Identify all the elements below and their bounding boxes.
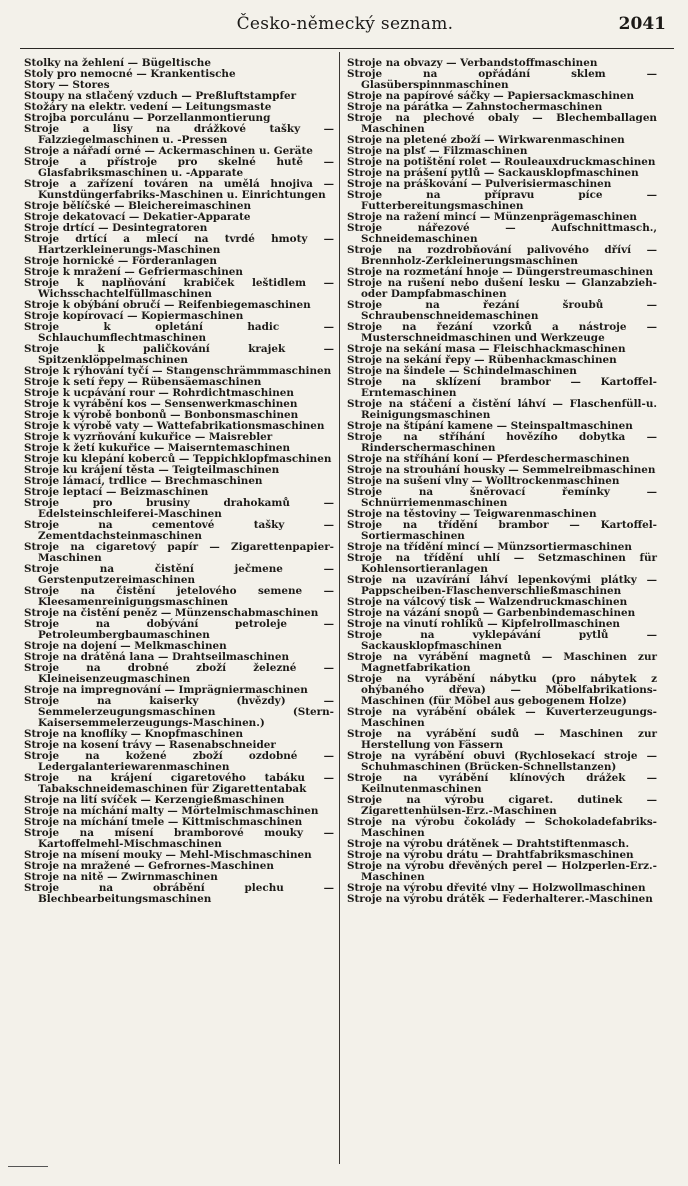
entry-text: Stroje na přípravu píce — Futterbereitungsmaschinen — [347, 189, 657, 212]
entry-text: Stroje na rozmetání hnoje — Düngerstreumaschinen — [347, 266, 654, 278]
entry-text: Stoupy na stlačený vzduch — Preßluftstampfer — [24, 90, 297, 102]
entry-text: Stroje na mísení bramborové mouky — Kartoffelmehl-Mischmaschinen — [24, 827, 334, 850]
footer-mark — [8, 1166, 48, 1167]
entry-text: Stroje k výrobě vaty — Wattefabrikationsmaschinen — [24, 420, 325, 432]
entry-text: Stroje na drátěná lana — Drahtseilmaschinen — [24, 651, 290, 663]
entry-text: Stroje na vyklepávání pytlů — Sackausklopfmaschinen — [347, 629, 657, 652]
dictionary-entry — [347, 300, 657, 322]
page-header — [20, 10, 670, 40]
entry-text: Stroje a přístroje pro skelné hutě — Glasfabriksmaschinen u. -Apparate — [24, 156, 334, 179]
entry-text: Stroje na cementové tašky — Zementdachsteinmaschinen — [24, 519, 334, 542]
dictionary-entry — [347, 520, 657, 542]
entry-text: Stroje na obrábění plechu — Blechbearbeitungsmaschinen — [24, 882, 334, 905]
entry-text: Stroje k obýbání obručí — Reifenbiegemaschinen — [24, 299, 311, 311]
dictionary-entry — [347, 278, 657, 300]
entry-text: Stroje na ražení mincí — Münzenprägemaschinen — [347, 211, 637, 223]
entry-text: Stroje na opřádání sklem — Glasüberspinnmaschinen — [347, 68, 657, 91]
entry-text: Stroje k ucpávání rour — Rohrdichtmaschinen — [24, 387, 294, 399]
entry-text: Stroje na těstoviny — Teigwarenmaschinen — [347, 508, 597, 520]
entry-text: Stroje k výrobě bonbonů — Bonbonsmaschinen — [24, 409, 299, 421]
entry-text: Stroje na plechové obaly — Blechemballagen Maschinen — [347, 112, 657, 135]
entry-text: Stroje kopírovací — Kopiermaschinen — [24, 310, 244, 322]
entry-text: Stroje ku klepání koberců — Teppichklopfmaschinen — [24, 453, 332, 465]
entry-text: Stroje na stříhání hovězího dobytka — Rinderschermaschinen — [347, 431, 657, 454]
entry-text: Story — Stores — [24, 79, 110, 91]
dictionary-entry — [347, 674, 657, 707]
entry-text: Stroje na výrobu cigaret. dutinek — Zigarettenhülsen-Erz.-Maschinen — [347, 794, 657, 817]
entry-text: Stroje na lití svíček — Kerzengießmaschinen — [24, 794, 285, 806]
page-number: 2041 — [618, 14, 666, 34]
entry-text: Stroje na řezání šroubů — Schraubenschneidemaschinen — [347, 299, 657, 322]
entry-text: Stroje na stáčení a čistění láhví — Flaschenfüll-u. Reinigungsmaschinen — [347, 398, 657, 421]
entry-text: Stroje na míchání malty — Mörtelmischmaschinen — [24, 805, 319, 817]
entry-text: Stroje na dojení — Melkmaschinen — [24, 640, 227, 652]
dictionary-entry — [347, 223, 657, 245]
entry-text: Stroje na impregnování — Imprägniermaschinen — [24, 684, 308, 696]
dictionary-entry — [347, 707, 657, 729]
dictionary-entry — [347, 817, 657, 839]
entry-text: Stroje na mísení mouky — Mehl-Mischmaschinen — [24, 849, 312, 861]
entry-text: Stroje na rušení nebo dušení lesku — Glanzabzieh- oder Dampfabmaschinen — [347, 277, 657, 300]
dictionary-entry — [24, 696, 334, 729]
entry-text: Stroje na vyrábění magnetů — Maschinen zur Magnetfabrikation — [347, 651, 657, 674]
entry-text: Stroje na strouhání housky — Semmelreibmaschinen — [347, 464, 656, 476]
dictionary-entry — [347, 69, 657, 91]
dictionary-entry — [24, 344, 334, 366]
entry-text: Stroje na výrobu drátěnek — Drahtstiftenmasch. — [347, 838, 630, 850]
dictionary-entry — [24, 278, 334, 300]
dictionary-entry — [347, 729, 657, 751]
entry-text: Stroje na válcový tisk — Walzendruckmaschinen — [347, 596, 628, 608]
entry-text: Stolky na žehlení — Bügeltische — [24, 57, 211, 69]
entry-text: Stroje hornické — Förderanlagen — [24, 255, 217, 267]
dictionary-entry — [347, 575, 657, 597]
entry-text: Stroje na třídění uhlí — Setzmaschinen für Kohlensortieranlagen — [347, 552, 657, 575]
entry-text: Stroje na výrobu drátěk — Federhalterer.-Maschinen — [347, 893, 653, 905]
entry-text: Stroje na vyrábění nábytku (pro nábytek z ohýbaného dřeva) — Möbelfabrikations-Maschinen (für Möbel aus gebogenem Holze) — [347, 673, 657, 707]
entry-text: Stroje na sušení vlny — Wolltrockenmaschinen — [347, 475, 620, 487]
entry-text: Stroje na drobné zboží železné — Kleineisenzeugmaschinen — [24, 662, 334, 685]
entry-text: Stroje na sekání masa — Fleischhackmaschinen — [347, 343, 626, 355]
entry-text: Stroje k paličkování krajek — Spitzenklöppelmaschinen — [24, 343, 334, 366]
entry-text: Stroje k mražení — Gefriermaschinen — [24, 266, 243, 278]
entry-text: Stroje na papírové sáčky — Papiersackmaschinen — [347, 90, 635, 102]
entry-text: Stroje na obvazy — Verbandstoffmaschinen — [347, 57, 598, 69]
entry-text: Stroje nářezové — Aufschnittmasch., Schneidemaschinen — [347, 222, 657, 245]
dictionary-entry — [347, 751, 657, 773]
entry-text: Stroje na knoflíky — Knopfmaschinen — [24, 728, 244, 740]
right-column — [347, 58, 657, 905]
entry-text: Stroje na kosení trávy — Rasenabschneider — [24, 739, 276, 751]
entry-text: Stroje na třídění mincí — Münzsortiermaschinen — [347, 541, 632, 553]
entry-text: Stroje k opletání hadic — Schlauchumflechtmaschinen — [24, 321, 334, 344]
dictionary-entry — [347, 432, 657, 454]
entry-text: Stroje a lisy na drážkové tašky — Falzziegelmaschinen u. -Pressen — [24, 123, 334, 146]
dictionary-entry — [24, 586, 334, 608]
entry-text: Stroje na šněrovací řemínky — Schnürriemenmaschinen — [347, 486, 657, 509]
entry-text: Stroje na vyrábění sudů — Maschinen zur Herstellung von Fässern — [347, 728, 657, 751]
dictionary-entry — [24, 322, 334, 344]
entry-text: Stroje na cigaretový papír — Zigarettenpapier-Maschinen — [24, 541, 334, 564]
entry-text: Stroje na výrobu drátu — Drahtfabriksmaschinen — [347, 849, 634, 861]
entry-text: Stroje drtící a mlecí na tvrdé hmoty — Hartzerkleinerungs-Maschinen — [24, 233, 334, 256]
entry-text: Stroje k rýhování tyčí — Stangenschrämmmaschinen — [24, 365, 332, 377]
entry-text: Stroje na práškování — Pulverisiermaschinen — [347, 178, 612, 190]
entry-text: Stroje na čistění peněz — Münzenschabmaschinen — [24, 607, 319, 619]
entry-text: Stroje na párátka — Zahnstochermaschinen — [347, 101, 603, 113]
entry-text: Stroje na sklízení brambor — Kartoffel-Erntemaschinen — [347, 376, 657, 399]
entry-text: Stroje dekatovací — Dekatier-Apparate — [24, 211, 251, 223]
entry-text: Stroje k vyrábění kos — Sensenwerkmaschinen — [24, 398, 298, 410]
dictionary-entry — [347, 190, 657, 212]
entry-text: Stroje na vinutí rohlíků — Kipfelrollmaschinen — [347, 618, 620, 630]
dictionary-entry — [347, 652, 657, 674]
dictionary-entry — [347, 399, 657, 421]
entry-text: Stroje na potištění rolet — Rouleauxdruckmaschinen — [347, 156, 656, 168]
dictionary-entry — [347, 322, 657, 344]
dictionary-entry — [24, 751, 334, 773]
entry-text: Strojba porculánu — Porzellanmontierung — [24, 112, 271, 124]
entry-text: Stroje na mražené — Gefrornes-Maschinen — [24, 860, 274, 872]
entry-text: Stroje na vázání snopů — Garbenbindemaschinen — [347, 607, 636, 619]
dictionary-entry — [24, 663, 334, 685]
entry-text: Stroje na rozdrobňování palivového dříví — Brennholz-Zerkleinerungsmaschinen — [347, 244, 657, 267]
dictionary-entry — [24, 124, 334, 146]
header-rule — [20, 48, 674, 49]
entry-text: Stroje na vyrábění klínových drážek — Keilnutenmaschinen — [347, 772, 657, 795]
entry-text: Stožáry na elektr. vedení — Leitungsmaste — [24, 101, 272, 113]
dictionary-entry — [24, 619, 334, 641]
dictionary-entry — [347, 861, 657, 883]
entry-text: Stroje k vyzrňování kukuřice — Maisrebler — [24, 431, 273, 443]
entry-text: Stroje na dobývání petroleje — Petroleumbergbaumaschinen — [24, 618, 334, 641]
entry-text: Stroje na kaiserky (hvězdy) — Semmelerzeugungsmaschinen (Stern-Kaisersemmelerzeugungs-Maschinen.) — [24, 695, 334, 729]
entry-text: Stroje lámací, trdlice — Brechmaschinen — [24, 475, 263, 487]
dictionary-entry — [347, 113, 657, 135]
entry-text: Stroje na čistění jetelového semene — Kleesamenreinigungsmaschinen — [24, 585, 334, 608]
page-title: Česko-německý seznam. — [236, 14, 454, 34]
entry-text: Stroje na vyrábění obuvi (Rychlosekací stroje — Schuhmaschinen (Brücken-Schnellstanzen) — [347, 750, 657, 773]
dictionary-entry — [24, 883, 334, 905]
entry-text: Stroje na uzavírání láhví lepenkovými plátky — Pappscheiben-Flaschenverschließmaschinen — [347, 574, 657, 597]
dictionary-entry — [24, 520, 334, 542]
entry-text: Stroje na šindele — Schindelmaschinen — [347, 365, 577, 377]
entry-text: Stroje na plsť — Filzmaschinen — [347, 145, 528, 157]
entry-text: Stroje na výrobu dřevěných perel — Holzperlen-Erz.-Maschinen — [347, 860, 657, 883]
dictionary-entry — [347, 553, 657, 575]
entry-text: Stroje bělíčské — Bleichereimaschinen — [24, 200, 252, 212]
dictionary-entry — [347, 487, 657, 509]
dictionary-entry — [24, 773, 334, 795]
entry-text: Stroje na stříhání koní — Pferdeschermaschinen — [347, 453, 630, 465]
entry-text: Stroje drtící — Desintegratoren — [24, 222, 208, 234]
entry-text: Stroje na pletené zboží — Wirkwarenmaschinen — [347, 134, 625, 146]
dictionary-entry — [347, 894, 657, 905]
entry-text: Stroje k žetí kukuřice — Maiserntemaschinen — [24, 442, 291, 454]
dictionary-entry — [24, 157, 334, 179]
dictionary-entry — [347, 245, 657, 267]
entry-text: Stroje na výrobu dřevité vlny — Holzwollmaschinen — [347, 882, 646, 894]
entry-text: Stroje k setí řepy — Rübensäemaschinen — [24, 376, 262, 388]
entry-text: Stroje na čistění ječmene — Gerstenputzereimaschinen — [24, 563, 334, 586]
dictionary-entry — [24, 498, 334, 520]
entry-text: Stroje na kožené zboží ozdobné — Ledergalanteriewarenmaschinen — [24, 750, 334, 773]
dictionary-entry — [347, 630, 657, 652]
entry-text: Stroje na štípání kamene — Steinspaltmaschinen — [347, 420, 633, 432]
dictionary-entry — [24, 564, 334, 586]
dictionary-entry — [24, 828, 334, 850]
entry-text: Stroje ku krájení těsta — Teigteilmaschinen — [24, 464, 280, 476]
entry-text: Stroje na nitě — Zwirnmaschinen — [24, 871, 218, 883]
entry-text: Stroje a nářadí orné — Ackermaschinen u. Geräte — [24, 145, 313, 157]
entry-text: Stroje leptací — Beizmaschinen — [24, 486, 209, 498]
column-divider — [339, 52, 340, 1164]
entry-text: Stroje na míchání tmele — Kittmischmaschinen — [24, 816, 303, 828]
entry-text: Stoly pro nemocné — Krankentische — [24, 68, 236, 80]
entry-text: Stroje k naplňování krabiček leštidlem — Wichsschachtelfüllmaschinen — [24, 277, 334, 300]
entry-text: Stroje na krájení cigaretového tabáku —Tabakschneidemaschinen für Zigarettentabak — [24, 772, 334, 795]
entry-text: Stroje na vyrábění obálek — Kuverterzeugungs-Maschinen — [347, 706, 657, 729]
entry-text: Stroje na třídění brambor — Kartoffel-Sortiermaschinen — [347, 519, 657, 542]
dictionary-entry — [347, 377, 657, 399]
dictionary-entry — [347, 773, 657, 795]
entry-text: Stroje a zařízení továren na umělá hnojiva — Kunstdüngerfabriks-Maschinen u. Einrichtungen — [24, 178, 334, 201]
dictionary-entry — [24, 234, 334, 256]
dictionary-entry — [24, 542, 334, 564]
left-column — [24, 58, 334, 905]
dictionary-entry — [347, 795, 657, 817]
entry-text: Stroje na řezání vzorků a nástroje — Musterschneidmaschinen und Werkzeuge — [347, 321, 657, 344]
entry-text: Stroje pro brusiny drahokamů — Edelsteinschleiferei-Maschinen — [24, 497, 334, 520]
entry-text: Stroje na sekání řepy — Rübenhackmaschinen — [347, 354, 617, 366]
entry-text: Stroje na výrobu čokolády — Schokoladefabriks-Maschinen — [347, 816, 657, 839]
entry-text: Stroje na prášení pytlů — Sackausklopfmaschinen — [347, 167, 639, 179]
dictionary-entry — [24, 179, 334, 201]
